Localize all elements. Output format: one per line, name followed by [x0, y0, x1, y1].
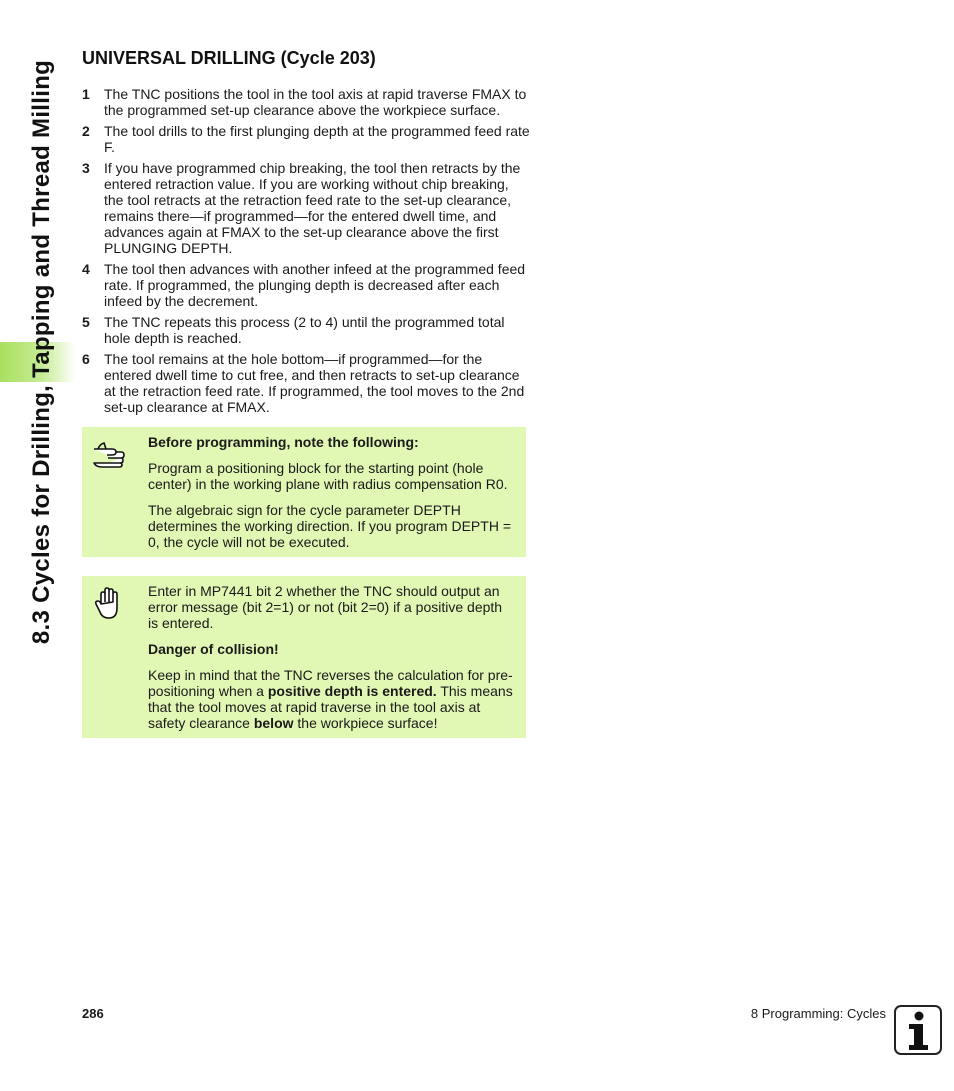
stop-hand-icon [92, 586, 128, 618]
pointing-hand-icon [92, 437, 128, 469]
note-title: Before programming, note the following: [148, 434, 419, 450]
warning-title: Danger of collision! [148, 641, 279, 657]
step-text: The tool then advances with another infeed at the programmed feed rate. If programmed, the plunging depth is decreased after each infeed by the decrement. [104, 261, 526, 309]
step-number: 5 [82, 314, 90, 330]
note-paragraph: The algebraic sign for the cycle parameter DEPTH determines the working direction. If you program DEPTH = 0, the cycle will not be executed. [148, 502, 511, 550]
step-text: The tool remains at the hole bottom—if programmed—for the entered dwell time to cut free, and then retracts to set-up clearance at the retraction feed rate. If programmed, the tool moves to the 2nd set-up clearance at FMAX. [104, 351, 525, 415]
step-list [82, 86, 532, 420]
warning-text: Keep in mind that the TNC reverses the calculation for pre-positioning when a [148, 667, 513, 699]
page-number: 286 [82, 1006, 104, 1021]
list-item [82, 314, 532, 346]
chapter-side-title: 8.3 Cycles for Drilling, Tapping and Thread Milling [28, 59, 55, 645]
info-icon[interactable] [894, 1005, 942, 1055]
warning-paragraph: Enter in MP7441 bit 2 whether the TNC should output an error message (bit 2=1) or not (bit 2=0) if a positive depth is entered. [148, 583, 503, 631]
step-text: The TNC positions the tool in the tool axis at rapid traverse FMAX to the programmed set-up clearance above the workpiece surface. [104, 86, 527, 118]
collision-warning-box [82, 576, 526, 738]
list-item [82, 123, 532, 155]
chapter-title: 8 Programming: Cycles [750, 1006, 886, 1021]
step-number: 3 [82, 160, 90, 176]
list-item [82, 160, 532, 256]
step-number: 1 [82, 86, 90, 102]
warning-emphasis: positive depth is entered. [267, 683, 437, 699]
programming-note-box [82, 427, 526, 557]
section-heading: UNIVERSAL DRILLING (Cycle 203) [82, 48, 376, 68]
warning-text: This means that the tool moves at rapid traverse in the tool axis at safety clearance [148, 683, 513, 731]
step-text: The tool drills to the first plunging depth at the programmed feed rate F. [104, 123, 530, 155]
warning-paragraph [148, 667, 516, 731]
warning-text: the workpiece surface! [293, 715, 438, 731]
step-text: If you have programmed chip breaking, the tool then retracts by the entered retraction value. If you are working without chip breaking, the tool retracts at the retraction feed rate to the set-up clearance, remains there—if programmed—for the entered dwell time, and advances again at FMAX to the set-up clearance above the first PLUNGING DEPTH. [104, 160, 521, 256]
step-number: 6 [82, 351, 90, 367]
list-item [82, 261, 532, 309]
warning-emphasis: below [253, 715, 294, 731]
list-item [82, 351, 532, 415]
step-text: The TNC repeats this process (2 to 4) until the programmed total hole depth is reached. [104, 314, 505, 346]
step-number: 4 [82, 261, 90, 277]
note-paragraph: Program a positioning block for the starting point (hole center) in the working plane with radius compensation R0. [148, 460, 508, 492]
list-item [82, 86, 532, 118]
step-number: 2 [82, 123, 90, 139]
